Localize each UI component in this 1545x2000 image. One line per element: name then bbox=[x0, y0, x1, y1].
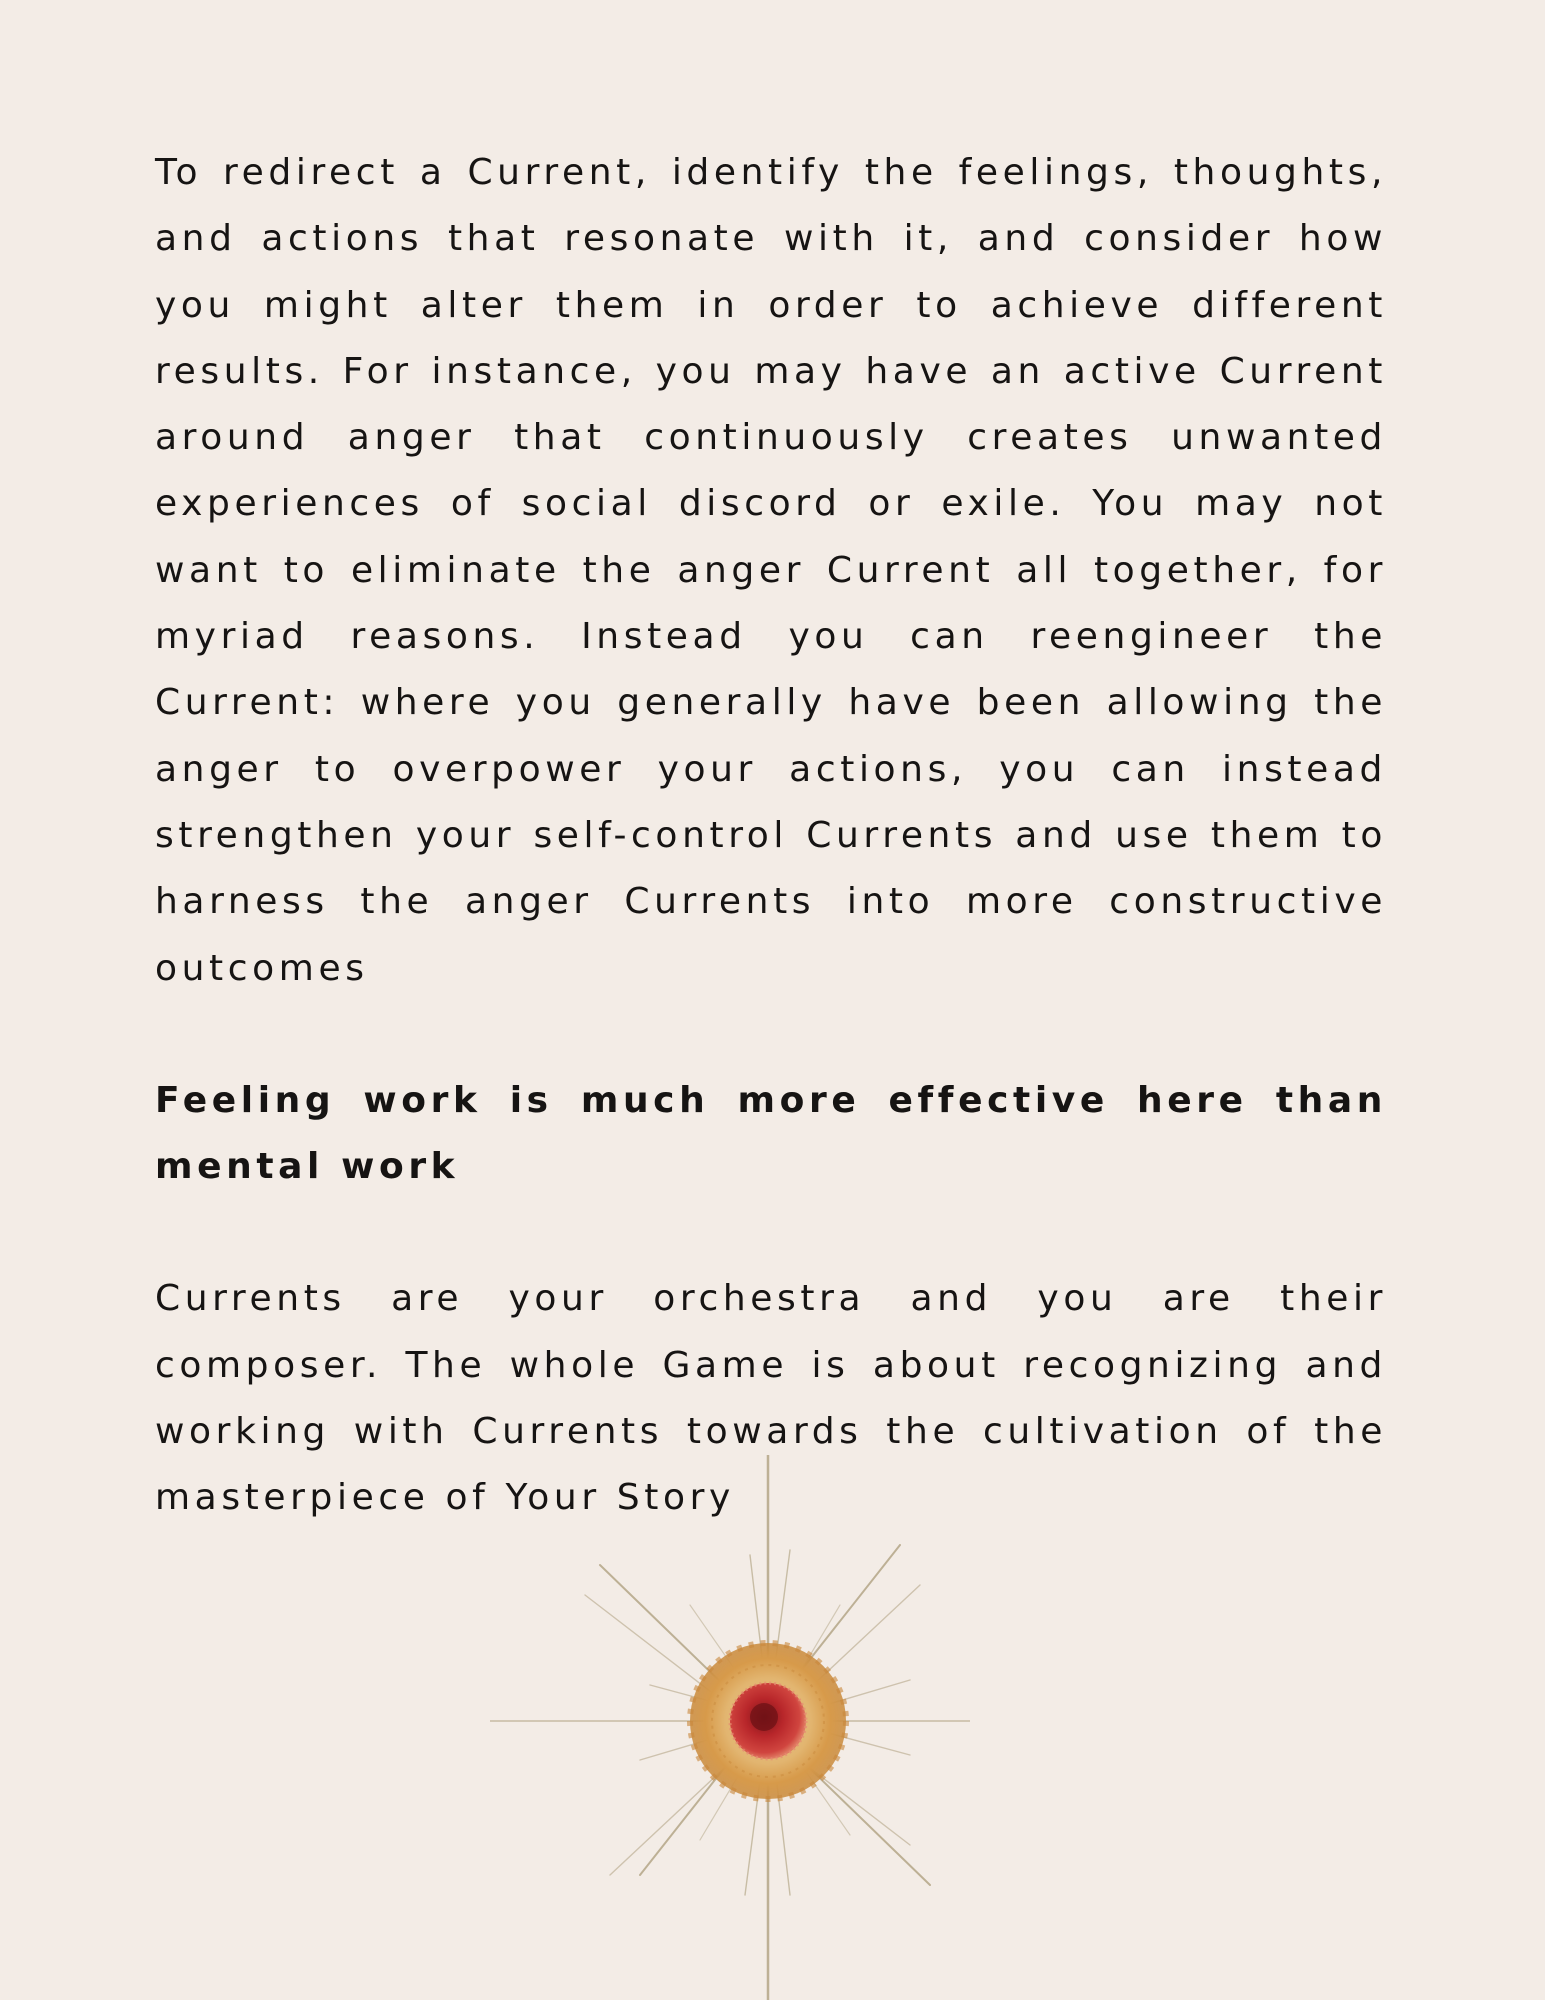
body-paragraph-orchestra: Currents are your orchestra and you are their composer. The whole Game is about recognizing and working with Currents towards the cultivation of the masterpiece of Your Story bbox=[155, 1278, 1387, 1519]
paragraph-spacer bbox=[155, 1200, 1387, 1266]
section-heading: Feeling work is much more effective here than mental work bbox=[155, 1079, 1387, 1188]
body-paragraph-redirect: To redirect a Current, identify the feelings, thoughts, and actions that resonate with it, and consider how you might alter them in order to achieve different results. For instance, you may have an active Current around anger that continuously creates unwanted experiences of social discord or exile. You may not want to eliminate the anger Current all together, for myriad reasons. Instead you can reengineer the Current: where you generally have been allowing the anger to overpower your actions, you can instead strengthen your self-control Currents and use them to harness the anger Currents into more constructive outcomes bbox=[155, 152, 1387, 989]
paragraph-spacer bbox=[155, 1002, 1387, 1068]
radiolarian-sun-icon bbox=[490, 1455, 970, 2000]
document-page bbox=[155, 140, 1387, 1532]
